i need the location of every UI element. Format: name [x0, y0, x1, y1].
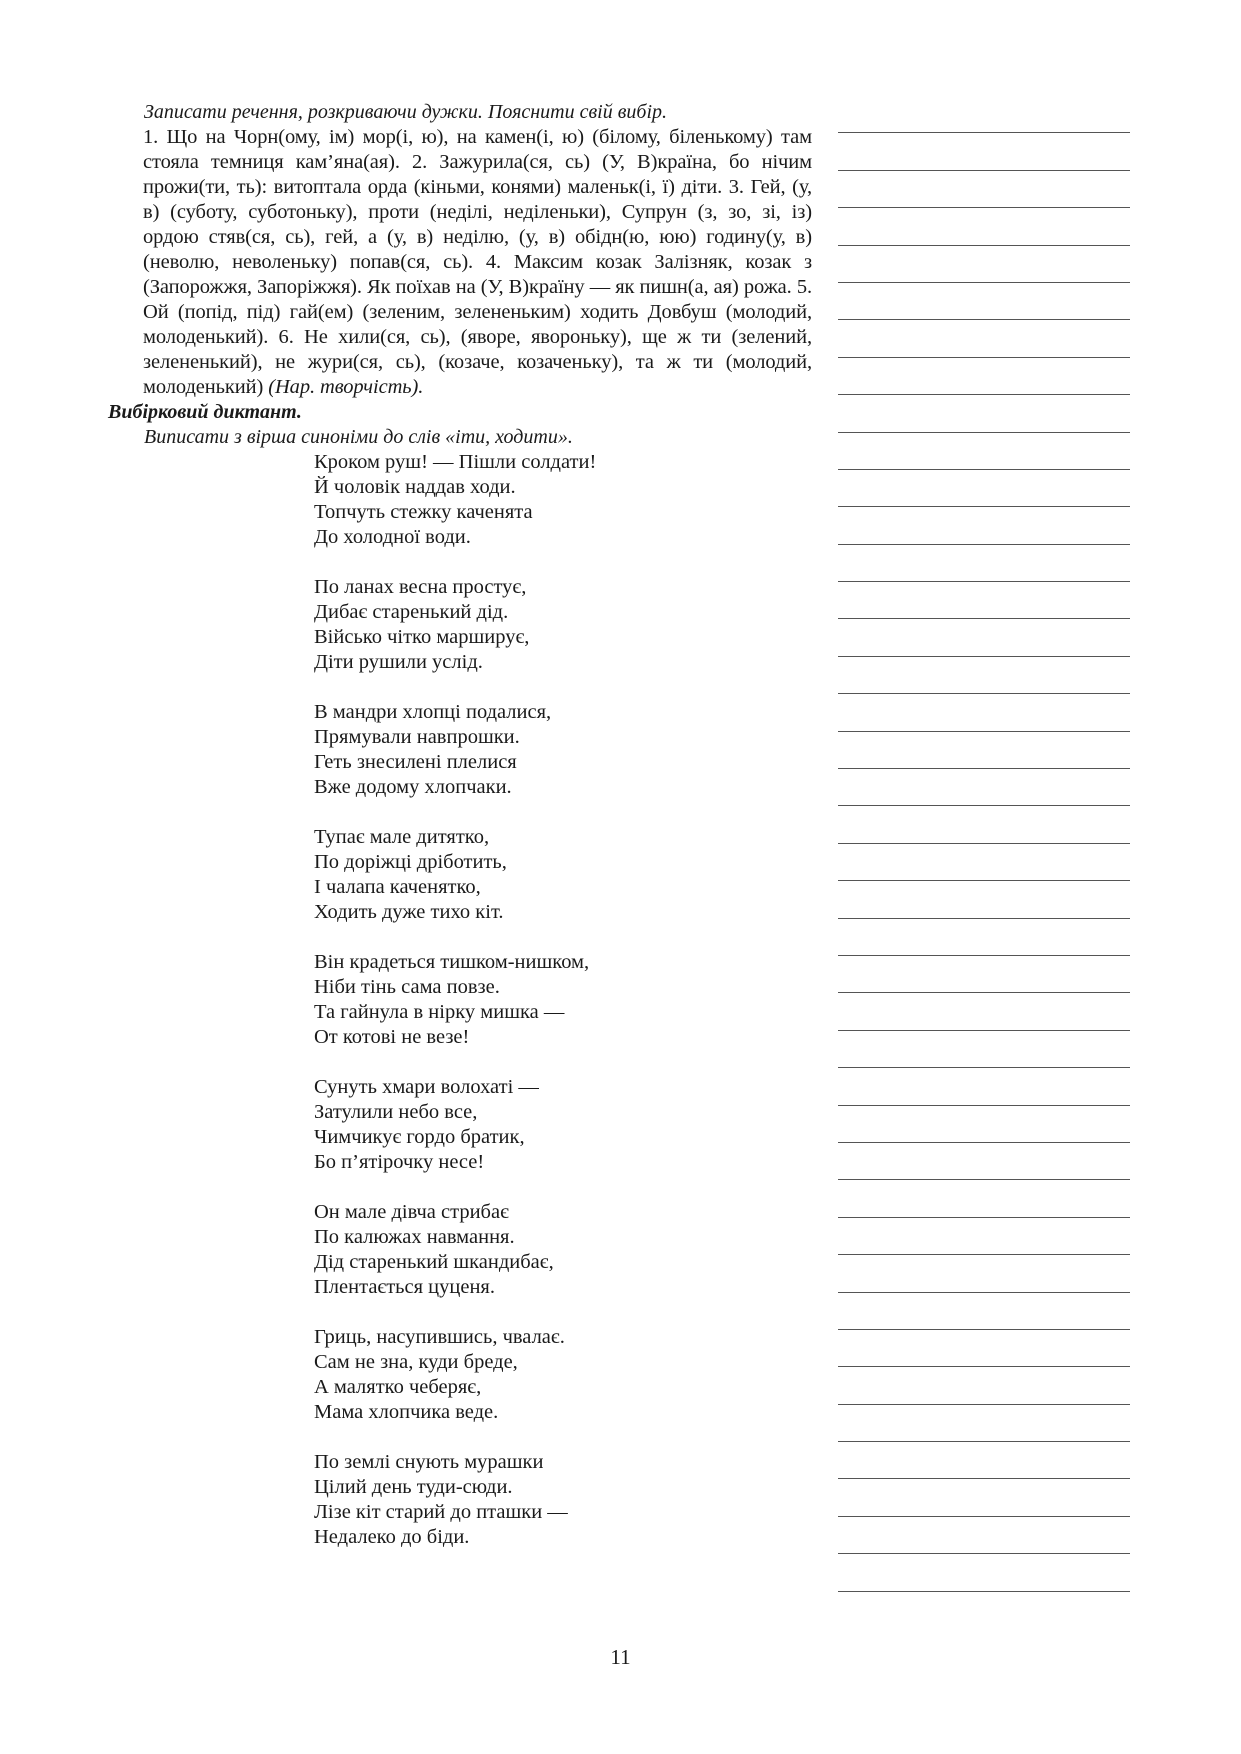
- poem-line: Он мале дівча стрибає: [314, 1201, 509, 1223]
- writing-line[interactable]: [838, 881, 1130, 918]
- poem-line: По землі снують мурашки: [314, 1451, 544, 1473]
- poem-line: Тупає мале дитятко,: [314, 826, 490, 848]
- writing-line[interactable]: [838, 657, 1130, 694]
- poem-stanza: [314, 450, 808, 550]
- poem-line: Й чоловік наддав ходи.: [314, 476, 516, 498]
- writing-line[interactable]: [838, 619, 1130, 656]
- writing-line[interactable]: [838, 769, 1130, 806]
- task1-instruction: Записати речення, розкриваючи дужки. Пояснити свій вибір.: [144, 101, 668, 123]
- writing-line[interactable]: [838, 1479, 1130, 1516]
- poem-line: В мандри хлопці подалися,: [314, 701, 552, 723]
- poem-line: Сам не зна, куди бреде,: [314, 1351, 518, 1373]
- poem-line: Вже додому хлопчаки.: [314, 776, 512, 798]
- poem-stanza: [314, 575, 808, 675]
- poem-line: Дибає старенький дід.: [314, 601, 509, 623]
- exercise-column: [108, 100, 812, 1575]
- writing-line[interactable]: [838, 1143, 1130, 1180]
- poem-line: Військо чітко марширує,: [314, 626, 530, 648]
- writing-line[interactable]: [838, 1367, 1130, 1404]
- writing-line[interactable]: [838, 1405, 1130, 1442]
- poem: [314, 450, 808, 1550]
- writing-line[interactable]: [838, 507, 1130, 544]
- poem-line: Дід старенький шкандибає,: [314, 1251, 554, 1273]
- writing-line[interactable]: [838, 1255, 1130, 1292]
- writing-line[interactable]: [838, 320, 1130, 357]
- poem-stanza: [314, 1450, 808, 1550]
- writing-line[interactable]: [838, 956, 1130, 993]
- poem-stanza: [314, 825, 808, 925]
- writing-line[interactable]: [838, 545, 1130, 582]
- poem-stanza: [314, 1200, 808, 1300]
- poem-line: Плентається цуценя.: [314, 1276, 495, 1298]
- writing-line[interactable]: [838, 1517, 1130, 1554]
- poem-line: Та гайнула в нірку мишка —: [314, 1001, 565, 1023]
- poem-line: Мама хлопчика веде.: [314, 1401, 499, 1423]
- writing-lines-column: [838, 96, 1130, 1592]
- poem-line: Затулили небо все,: [314, 1101, 478, 1123]
- poem-line: По калюжах навмання.: [314, 1226, 515, 1248]
- writing-line[interactable]: [838, 395, 1130, 432]
- writing-line[interactable]: [838, 133, 1130, 170]
- writing-line[interactable]: [838, 433, 1130, 470]
- writing-line[interactable]: [838, 1218, 1130, 1255]
- poem-line: Він крадеться тишком-нишком,: [314, 951, 590, 973]
- writing-line[interactable]: [838, 1031, 1130, 1068]
- poem-line: Діти рушили услід.: [314, 651, 483, 673]
- poem-line: До холодної води.: [314, 526, 471, 548]
- task1-body: [143, 125, 812, 400]
- poem-line: Геть знесилені плелися: [314, 751, 517, 773]
- writing-line[interactable]: [838, 919, 1130, 956]
- writing-line[interactable]: [838, 1330, 1130, 1367]
- writing-line[interactable]: [838, 283, 1130, 320]
- writing-line[interactable]: [838, 806, 1130, 843]
- writing-line[interactable]: [838, 1554, 1130, 1591]
- poem-line: Гриць, насупившись, чвалає.: [314, 1326, 565, 1348]
- poem-stanza: [314, 700, 808, 800]
- writing-line[interactable]: [838, 844, 1130, 881]
- poem-line: Прямували навпрошки.: [314, 726, 520, 748]
- poem-stanza: [314, 950, 808, 1050]
- writing-line[interactable]: [838, 208, 1130, 245]
- task2-title: Вибірковий диктант.: [108, 401, 302, 423]
- poem-line: От котові не везе!: [314, 1026, 470, 1048]
- page-number: 11: [610, 1645, 631, 1669]
- writing-line[interactable]: [838, 993, 1130, 1030]
- writing-line[interactable]: [838, 96, 1130, 133]
- poem-line: А малятко чеберяє,: [314, 1376, 482, 1398]
- poem-line: Ходить дуже тихо кіт.: [314, 901, 504, 923]
- poem-line: Сунуть хмари волохаті —: [314, 1076, 539, 1098]
- writing-line[interactable]: [838, 246, 1130, 283]
- writing-line[interactable]: [838, 171, 1130, 208]
- writing-line[interactable]: [838, 1442, 1130, 1479]
- writing-line[interactable]: [838, 1068, 1130, 1105]
- poem-line: Кроком руш! — Пішли солдати!: [314, 451, 597, 473]
- poem-line: Лізе кіт старий до пташки —: [314, 1501, 568, 1523]
- poem-line: Бо п’ятірочку несе!: [314, 1151, 485, 1173]
- poem-line: Ніби тінь сама повзе.: [314, 976, 500, 998]
- poem-line: Топчуть стежку каченята: [314, 501, 533, 523]
- poem-line: І чалапа каченятко,: [314, 876, 481, 898]
- writing-line[interactable]: [838, 732, 1130, 769]
- writing-line[interactable]: [838, 582, 1130, 619]
- poem-line: Цілий день туди-сюди.: [314, 1476, 513, 1498]
- writing-line[interactable]: [838, 694, 1130, 731]
- poem-line: По доріжці дріботить,: [314, 851, 507, 873]
- poem-line: Чимчикує гордо братик,: [314, 1126, 525, 1148]
- writing-line[interactable]: [838, 1106, 1130, 1143]
- poem-line: По ланах весна простує,: [314, 576, 527, 598]
- writing-line[interactable]: [838, 470, 1130, 507]
- poem-stanza: [314, 1075, 808, 1175]
- task2-instruction: Виписати з вірша синоніми до слів «іти, ходити».: [144, 426, 573, 448]
- writing-line[interactable]: [838, 1180, 1130, 1217]
- task1-source: (Нар. творчість).: [268, 376, 424, 398]
- writing-line[interactable]: [838, 1293, 1130, 1330]
- task1-text: 1. Що на Чорн(ому, ім) мор(і, ю), на камен(і, ю) (білому, біленькому) там стояла темниця кам’яна(ая). 2. Зажурила(ся, сь) (У, В)країна, бо нічим прожи(ти, ть): витоптала орда (кіньми, конями) маленьк(і, ї) діти. 3. Гей, (у, в) (суботу, суботоньку), проти (неділі, неділеньки), Супрун (з, зо, зі, із) ордою стяв(ся, сь), гей, а (у, в) неділю, (у, в) обідн(ю, юю) годину(у, в) (неволю, неволеньку) попав(ся, сь). 4. Максим козак Залізняк, козак з (Запорожжя, Запоріжжя). Як поїхав на (У, В)країну — як пишн(а, ая) рожа. 5. Ой (попід, під) гай(ем) (зеленим, зелененьким) ходить Довбуш (молодий, молоденький). 6. Не хили(ся, сь), (яворе, явороньку), ще ж ти (зелений, зелененький), не жури(ся, сь), (козаче, козаченьку), та ж ти (молодий, молоденький): [143, 126, 812, 398]
- writing-line[interactable]: [838, 358, 1130, 395]
- poem-stanza: [314, 1325, 808, 1425]
- poem-line: Недалеко до біди.: [314, 1526, 470, 1548]
